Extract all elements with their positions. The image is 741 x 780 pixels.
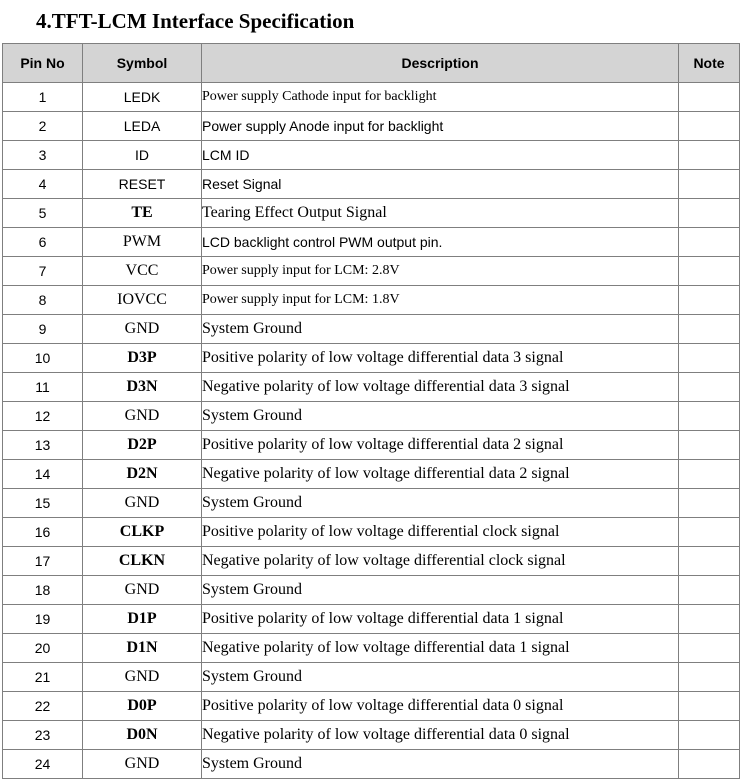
- symbol-cell: D2P: [83, 431, 202, 460]
- note-cell: [679, 141, 740, 170]
- pin-number-cell: 21: [3, 663, 83, 692]
- symbol-cell: CLKN: [83, 547, 202, 576]
- pin-number-cell: 9: [3, 315, 83, 344]
- table-row: [3, 634, 740, 663]
- description-cell: Power supply input for LCM: 2.8V: [202, 257, 679, 286]
- pin-number-cell: 16: [3, 518, 83, 547]
- table-row: [3, 605, 740, 634]
- description-cell: Reset Signal: [202, 170, 679, 199]
- description-cell: Positive polarity of low voltage differential data 1 signal: [202, 605, 679, 634]
- pin-number-cell: 12: [3, 402, 83, 431]
- note-cell: [679, 721, 740, 750]
- description-cell: Negative polarity of low voltage differential data 1 signal: [202, 634, 679, 663]
- symbol-cell: D0N: [83, 721, 202, 750]
- symbol-cell: VCC: [83, 257, 202, 286]
- pin-number-cell: 19: [3, 605, 83, 634]
- note-cell: [679, 518, 740, 547]
- symbol-cell: GND: [83, 663, 202, 692]
- note-cell: [679, 228, 740, 257]
- note-cell: [679, 286, 740, 315]
- description-cell: Power supply Anode input for backlight: [202, 112, 679, 141]
- pin-number-cell: 17: [3, 547, 83, 576]
- table-row: [3, 141, 740, 170]
- symbol-cell: GND: [83, 402, 202, 431]
- table-row: [3, 663, 740, 692]
- symbol-cell: TE: [83, 199, 202, 228]
- note-cell: [679, 402, 740, 431]
- description-cell: Positive polarity of low voltage differential clock signal: [202, 518, 679, 547]
- symbol-cell: D3N: [83, 373, 202, 402]
- interface-spec-table: [2, 43, 740, 779]
- table-row: [3, 576, 740, 605]
- note-cell: [679, 257, 740, 286]
- table-row: [3, 460, 740, 489]
- pin-number-cell: 2: [3, 112, 83, 141]
- header-symbol: Symbol: [83, 44, 202, 83]
- section-title: 4.TFT-LCM Interface Specification: [36, 9, 355, 33]
- description-cell: System Ground: [202, 663, 679, 692]
- description-cell: Positive polarity of low voltage differential data 3 signal: [202, 344, 679, 373]
- pin-number-cell: 15: [3, 489, 83, 518]
- description-cell: Power supply Cathode input for backlight: [202, 83, 679, 112]
- symbol-cell: D3P: [83, 344, 202, 373]
- table-row: [3, 721, 740, 750]
- symbol-cell: CLKP: [83, 518, 202, 547]
- table-row: [3, 257, 740, 286]
- pin-number-cell: 11: [3, 373, 83, 402]
- note-cell: [679, 83, 740, 112]
- symbol-cell: GND: [83, 576, 202, 605]
- description-cell: System Ground: [202, 315, 679, 344]
- description-cell: Negative polarity of low voltage differential clock signal: [202, 547, 679, 576]
- symbol-cell: ID: [83, 141, 202, 170]
- note-cell: [679, 547, 740, 576]
- table-row: [3, 228, 740, 257]
- pin-number-cell: 22: [3, 692, 83, 721]
- table-row: [3, 547, 740, 576]
- pin-number-cell: 13: [3, 431, 83, 460]
- symbol-cell: D1P: [83, 605, 202, 634]
- table-row: [3, 402, 740, 431]
- note-cell: [679, 373, 740, 402]
- description-cell: System Ground: [202, 750, 679, 779]
- header-description: Description: [202, 44, 679, 83]
- description-cell: Negative polarity of low voltage differential data 2 signal: [202, 460, 679, 489]
- pin-number-cell: 4: [3, 170, 83, 199]
- table-row: [3, 489, 740, 518]
- symbol-cell: IOVCC: [83, 286, 202, 315]
- symbol-cell: D2N: [83, 460, 202, 489]
- note-cell: [679, 576, 740, 605]
- description-cell: Positive polarity of low voltage differential data 2 signal: [202, 431, 679, 460]
- description-cell: System Ground: [202, 402, 679, 431]
- table-header-row: [3, 44, 740, 83]
- table-row: [3, 373, 740, 402]
- pin-number-cell: 8: [3, 286, 83, 315]
- table-row: [3, 431, 740, 460]
- note-cell: [679, 634, 740, 663]
- symbol-cell: PWM: [83, 228, 202, 257]
- note-cell: [679, 199, 740, 228]
- note-cell: [679, 605, 740, 634]
- note-cell: [679, 112, 740, 141]
- note-cell: [679, 431, 740, 460]
- description-cell: Negative polarity of low voltage differential data 3 signal: [202, 373, 679, 402]
- description-cell: Positive polarity of low voltage differential data 0 signal: [202, 692, 679, 721]
- pin-number-cell: 7: [3, 257, 83, 286]
- table-row: [3, 750, 740, 779]
- table-row: [3, 518, 740, 547]
- description-cell: System Ground: [202, 576, 679, 605]
- pin-number-cell: 23: [3, 721, 83, 750]
- table-row: [3, 83, 740, 112]
- note-cell: [679, 315, 740, 344]
- description-cell: Negative polarity of low voltage differential data 0 signal: [202, 721, 679, 750]
- note-cell: [679, 344, 740, 373]
- symbol-cell: D0P: [83, 692, 202, 721]
- symbol-cell: GND: [83, 750, 202, 779]
- symbol-cell: GND: [83, 489, 202, 518]
- note-cell: [679, 750, 740, 779]
- table-row: [3, 692, 740, 721]
- table-row: [3, 199, 740, 228]
- pin-number-cell: 18: [3, 576, 83, 605]
- table-row: [3, 112, 740, 141]
- header-note: Note: [679, 44, 740, 83]
- pin-number-cell: 6: [3, 228, 83, 257]
- pin-number-cell: 14: [3, 460, 83, 489]
- pin-number-cell: 5: [3, 199, 83, 228]
- symbol-cell: LEDK: [83, 83, 202, 112]
- table-row: [3, 170, 740, 199]
- table-row: [3, 286, 740, 315]
- description-cell: Tearing Effect Output Signal: [202, 199, 679, 228]
- description-cell: LCD backlight control PWM output pin.: [202, 228, 679, 257]
- pin-number-cell: 10: [3, 344, 83, 373]
- note-cell: [679, 170, 740, 199]
- table-row: [3, 344, 740, 373]
- table-row: [3, 315, 740, 344]
- symbol-cell: LEDA: [83, 112, 202, 141]
- pin-number-cell: 3: [3, 141, 83, 170]
- note-cell: [679, 692, 740, 721]
- description-cell: Power supply input for LCM: 1.8V: [202, 286, 679, 315]
- note-cell: [679, 489, 740, 518]
- pin-number-cell: 20: [3, 634, 83, 663]
- note-cell: [679, 460, 740, 489]
- pin-number-cell: 1: [3, 83, 83, 112]
- note-cell: [679, 663, 740, 692]
- pin-number-cell: 24: [3, 750, 83, 779]
- description-cell: LCM ID: [202, 141, 679, 170]
- header-pin-no: Pin No: [3, 44, 83, 83]
- symbol-cell: GND: [83, 315, 202, 344]
- symbol-cell: RESET: [83, 170, 202, 199]
- description-cell: System Ground: [202, 489, 679, 518]
- symbol-cell: D1N: [83, 634, 202, 663]
